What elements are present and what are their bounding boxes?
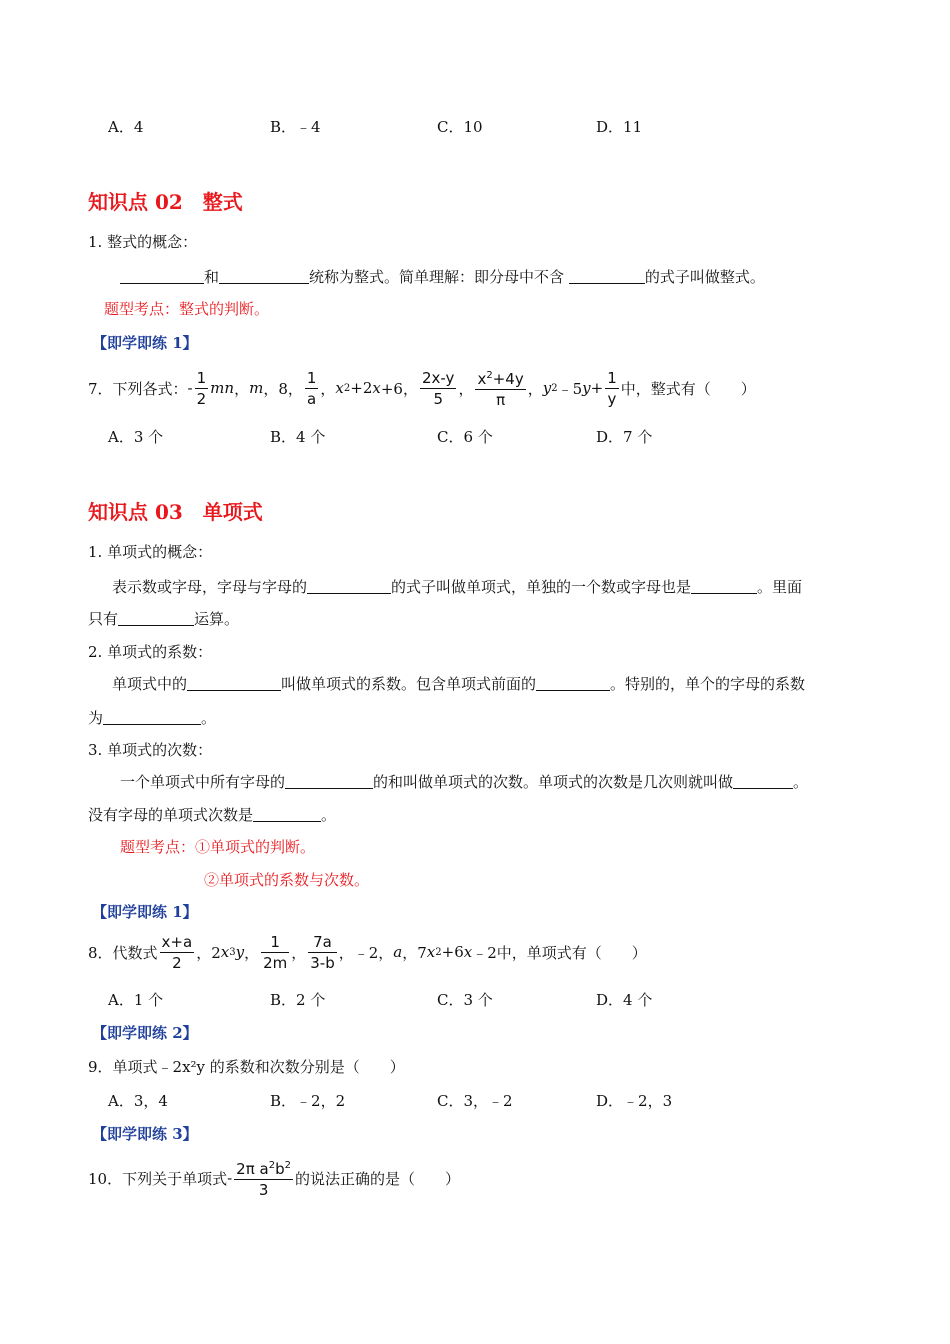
q7-option-d: D．7 个 xyxy=(596,428,653,446)
blank[interactable] xyxy=(569,269,645,284)
q10-monomial: - $\frac{2\pi a^2b^2}{3}$ xyxy=(227,1156,295,1200)
blank[interactable] xyxy=(120,269,204,284)
kp02-exam-point: 题型考点：整式的判断。 xyxy=(104,300,270,318)
kp03-s3-line1: 一个单项式中所有字母的 的和叫做单项式的次数。单项式的次数是几次则就叫做 。 xyxy=(120,773,809,791)
blank[interactable] xyxy=(733,774,793,789)
kp03-s1-line2: 只有 运算。 xyxy=(88,610,240,628)
kp03-practice-3-label: 【即学即练 3】 xyxy=(92,1125,198,1143)
kp03-s2-line1: 单项式中的 叫做单项式的系数。包含单项式前面的 。特别的，单个的字母的系数 xyxy=(112,675,806,693)
q8-option-b: B．2 个 xyxy=(270,991,326,1009)
q6-option-c: C．10 xyxy=(437,118,483,136)
kp02-practice-label: 【即学即练 1】 xyxy=(92,334,198,352)
blank[interactable] xyxy=(103,710,201,725)
q9-option-a: A．3，4 xyxy=(108,1092,168,1110)
kp03-s3-line2: 没有字母的单项式次数是 。 xyxy=(88,806,337,824)
blank[interactable] xyxy=(118,611,194,626)
blank[interactable] xyxy=(219,269,309,284)
blank[interactable] xyxy=(285,774,373,789)
q7-option-c: C．6 个 xyxy=(437,428,493,446)
kp03-s1-label: 1. 单项式的概念： xyxy=(88,543,213,561)
blank[interactable] xyxy=(691,579,757,594)
kp03-practice-1-label: 【即学即练 1】 xyxy=(92,903,198,921)
kp03-exam-point-1: 题型考点：①单项式的判断。 xyxy=(120,838,316,856)
kp02-heading: 知识点 02 整式 xyxy=(88,190,243,214)
q9-option-c: C．3，﹣2 xyxy=(437,1092,513,1110)
blank[interactable] xyxy=(307,579,391,594)
q9-option-b: B．﹣2，2 xyxy=(270,1092,346,1110)
q6-option-a: A．4 xyxy=(108,118,144,136)
q7-expression-list: - $\frac{1}{2}$ mn ， m ，8， $\frac{1}{a}$ ， x 2 +2 x +6， $\frac{2x-y}{5}$ ， $\frac{x^2+4y}{\pi}$ ， y 2 ﹣5 y + $\frac{1}{y}$ xyxy=(188,366,621,410)
kp03-exam-point-2: ②单项式的系数与次数。 xyxy=(204,871,370,889)
q7-option-b: B．4 个 xyxy=(270,428,326,446)
q9-option-d: D．﹣2，3 xyxy=(596,1092,673,1110)
kp03-s2-line2: 为 。 xyxy=(88,709,217,727)
q8-option-c: C．3 个 xyxy=(437,991,493,1009)
q10-question: 10．下列关于单项式 - $\frac{2\pi a^2b^2}{3}$ 的说法正确的是（ ） xyxy=(88,1156,460,1200)
kp02-concept-label: 1. 整式的概念： xyxy=(88,233,198,251)
kp03-s3-label: 3. 单项式的次数： xyxy=(88,741,213,759)
kp02-concept-line: 和 统称为整式。简单理解：即分母中不含 的式子叫做整式。 xyxy=(120,266,765,287)
kp03-s2-label: 2. 单项式的系数： xyxy=(88,643,213,661)
q8-option-d: D．4 个 xyxy=(596,991,653,1009)
q7-question: 7．下列各式： - $\frac{1}{2}$ mn ， m ，8， $\frac{1}{a}$ ， x 2 +2 x +6， $\frac{2x-y}{5}$ ， $\frac{x^2+4y}{\pi}$ ， y 2 ﹣5 y + $\frac{1}{y}$ 中，整式有（ ） xyxy=(88,366,756,410)
kp03-heading: 知识点 03 单项式 xyxy=(88,500,263,524)
q9-question: 9．单项式﹣2x²y 的系数和次数分别是（ ） xyxy=(88,1058,405,1076)
blank[interactable] xyxy=(253,807,321,822)
q8-expression-list: $\frac{x+a}{2}$ ，2 x 3 y ， $\frac{1}{2m}$ ， $\frac{7a}{3-b}$ ，﹣2， a ，7 x 2 +6 x ﹣2 xyxy=(161,932,497,972)
q6-option-b: B．﹣4 xyxy=(270,118,321,136)
q6-option-d: D．11 xyxy=(596,118,643,136)
blank[interactable] xyxy=(187,676,281,691)
blank[interactable] xyxy=(536,676,610,691)
q8-option-a: A．1 个 xyxy=(108,991,164,1009)
kp03-s1-line1: 表示数或字母，字母与字母的 的式子叫做单项式，单独的一个数或字母也是 。里面 xyxy=(112,578,803,596)
q8-question: 8．代数式 $\frac{x+a}{2}$ ，2 x 3 y ， $\frac{1}{2m}$ ， $\frac{7a}{3-b}$ ，﹣2， a ，7 x 2 +6 x ﹣2 中，单项式有（ ） xyxy=(88,932,647,972)
kp03-practice-2-label: 【即学即练 2】 xyxy=(92,1024,198,1042)
q7-option-a: A．3 个 xyxy=(108,428,164,446)
